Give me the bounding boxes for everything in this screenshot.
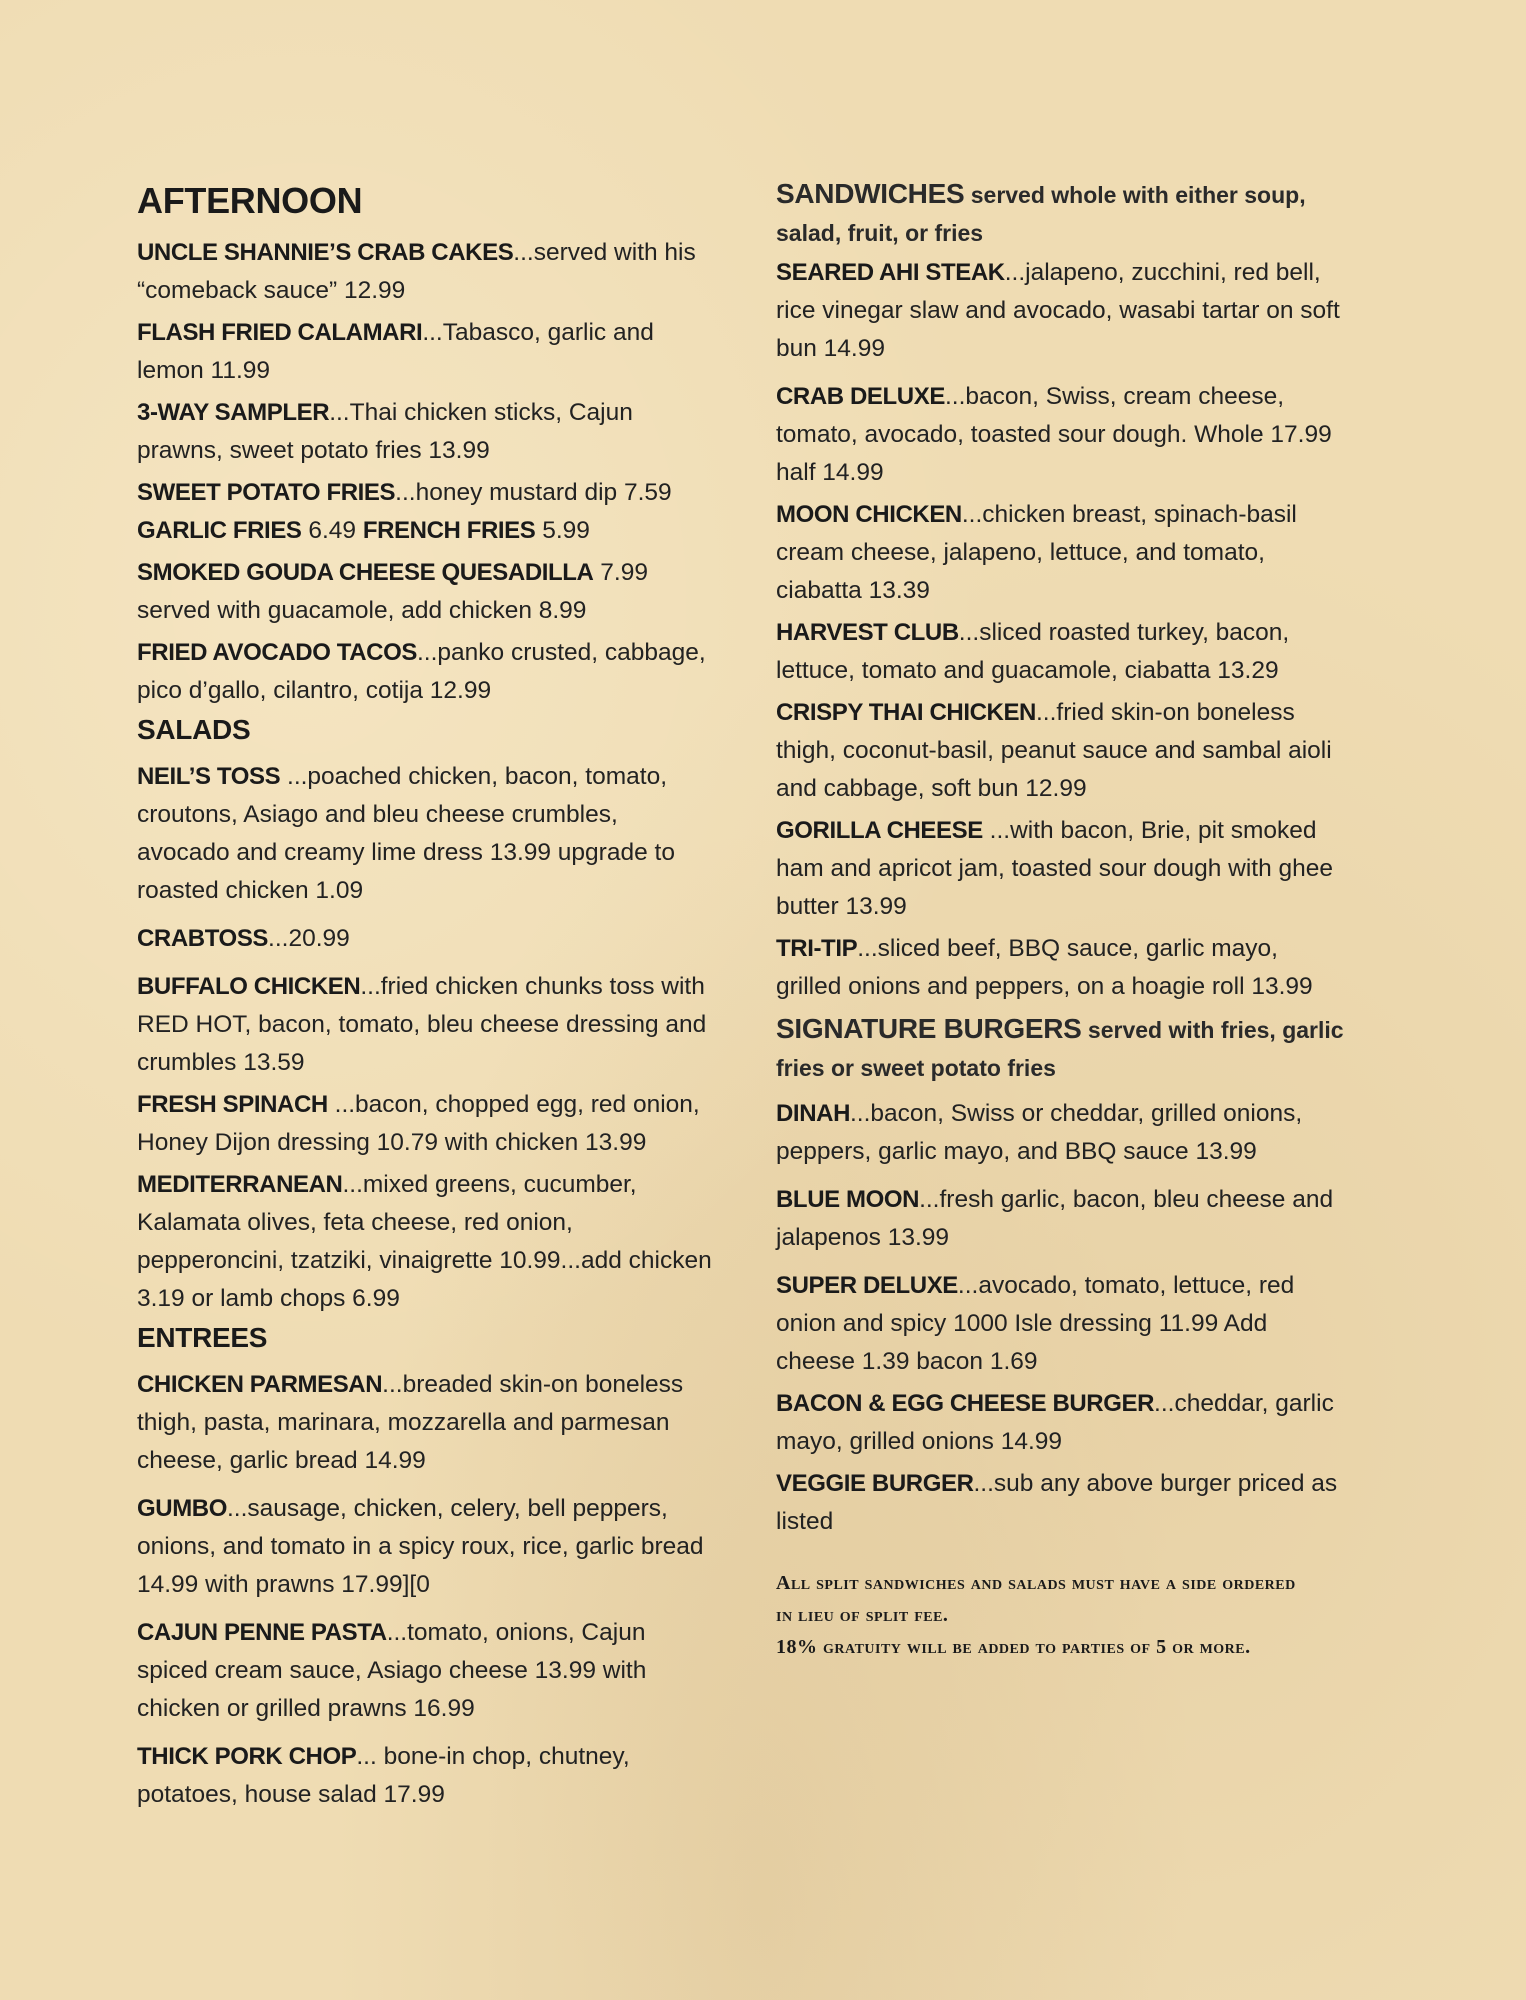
item-name: DINAH: [776, 1100, 850, 1127]
item-description: ... bone-in chop, chutney, potatoes, house salad 17.99: [137, 1743, 630, 1808]
item-name: MEDITERRANEAN: [137, 1171, 343, 1198]
left-column: [137, 180, 717, 1818]
item-description: ...panko crusted, cabbage, pico d’gallo, cilantro, cotija 12.99: [137, 639, 706, 704]
menu-item: [137, 314, 717, 390]
right-column: [776, 175, 1346, 1663]
item-description: ...sliced roasted turkey, bacon, lettuce, tomato and guacamole, ciabatta 13.29: [776, 619, 1290, 684]
menu-item: [776, 1095, 1346, 1171]
menu-item: [137, 1614, 717, 1728]
item-description: ...fried chicken chunks toss with RED HOT, bacon, tomato, bleu cheese dressing and crumbles 13.59: [137, 973, 707, 1076]
item-name: UNCLE SHANNIE’S CRAB CAKES: [137, 239, 514, 266]
item-description: ...jalapeno, zucchini, red bell, rice vinegar slaw and avocado, wasabi tartar on soft bun 14.99: [776, 259, 1340, 362]
item-description: ...served with his “comeback sauce” 12.99: [137, 239, 696, 304]
menu-item: [776, 378, 1346, 492]
item-name: FRIED AVOCADO TACOS: [137, 639, 417, 666]
item-description: ...avocado, tomato, lettuce, red onion and spicy 1000 Isle dressing 11.99 Add cheese 1.39 bacon 1.69: [776, 1272, 1295, 1375]
item-description: ...Tabasco, garlic and lemon 11.99: [137, 319, 654, 384]
menu-item: [776, 254, 1346, 368]
sandwiches-heading: [776, 175, 1346, 252]
item-name: FRENCH FRIES: [362, 517, 536, 544]
item-description: ...honey mustard dip 7.59: [395, 479, 672, 506]
item-description: ...fresh garlic, bacon, bleu cheese and jalapenos 13.99: [776, 1186, 1334, 1251]
menu-item: [137, 968, 717, 1082]
menu-item: [776, 694, 1346, 808]
menu-item: [137, 1166, 717, 1318]
item-name: BACON & EGG CHEESE BURGER: [776, 1390, 1155, 1417]
item-description: ...fried skin-on boneless thigh, coconut-basil, peanut sauce and sambal aioli and cabbage, soft bun 12.99: [776, 699, 1332, 802]
item-description: ...Thai chicken sticks, Cajun prawns, sweet potato fries 13.99: [137, 399, 633, 464]
menu-item: [776, 930, 1346, 1006]
section-title: SANDWICHES: [776, 178, 965, 209]
item-name: VEGGIE BURGER: [776, 1470, 974, 1497]
item-name: FLASH FRIED CALAMARI: [137, 319, 423, 346]
section-subtitle: served with fries, garlic fries or sweet potato fries: [776, 1017, 1344, 1081]
item-description: ...20.99: [268, 925, 350, 952]
item-description: ...sliced beef, BBQ sauce, garlic mayo, grilled onions and peppers, on a hoagie roll 13.99: [776, 935, 1313, 1000]
item-name: SUPER DELUXE: [776, 1272, 958, 1299]
item-description: ...sub any above burger priced as listed: [776, 1470, 1338, 1535]
item-description: ...poached chicken, bacon, tomato, croutons, Asiago and bleu cheese crumbles, avocado and creamy lime dress 13.99 upgrade to roasted chicken 1.09: [137, 763, 675, 904]
menu-item: [137, 1366, 717, 1480]
item-name: CAJUN PENNE PASTA: [137, 1619, 387, 1646]
entrees-heading: ENTREES: [137, 1322, 268, 1353]
item-description: 6.49: [301, 517, 363, 544]
menu-item: [137, 920, 717, 958]
item-name: CHICKEN PARMESAN: [137, 1371, 383, 1398]
item-name: GUMBO: [137, 1495, 227, 1522]
menu-item: [137, 1738, 717, 1814]
item-name: MOON CHICKEN: [776, 501, 962, 528]
menu-item: [776, 614, 1346, 690]
item-description: ...sausage, chicken, celery, bell peppers, onions, and tomato in a spicy roux, rice, garlic bread 14.99 with prawns 17.99][0: [137, 1495, 704, 1598]
section-title: SIGNATURE BURGERS: [776, 1013, 1082, 1044]
menu-item: [137, 1086, 717, 1162]
item-name: NEIL’S TOSS: [137, 763, 281, 790]
item-description: ...mixed greens, cucumber, Kalamata olives, feta cheese, red onion, pepperoncini, tzatziki, vinaigrette 10.99...add chicken 3.19 or lamb chops 6.99: [137, 1171, 712, 1312]
item-name: GARLIC FRIES: [137, 517, 302, 544]
menu-item: [776, 1267, 1346, 1381]
item-name: HARVEST CLUB: [776, 619, 959, 646]
menu-notes: [776, 1567, 1316, 1663]
item-description: ...cheddar, garlic mayo, grilled onions 14.99: [776, 1390, 1334, 1455]
menu-item: [137, 634, 717, 710]
item-name: CRISPY THAI CHICKEN: [776, 699, 1036, 726]
afternoon-heading: AFTERNOON: [137, 180, 363, 221]
gratuity-note: 18% gratuity will be added to parties of 5 or more.: [776, 1636, 1251, 1658]
menu-item: [776, 1385, 1346, 1461]
item-description: ...bacon, chopped egg, red onion, Honey Dijon dressing 10.79 with chicken 13.99: [137, 1091, 700, 1156]
menu-item: [137, 234, 717, 310]
item-name: SWEET POTATO FRIES: [137, 479, 396, 506]
menu-item: [137, 474, 717, 550]
item-name: SEARED AHI STEAK: [776, 259, 1005, 286]
item-name: TRI-TIP: [776, 935, 858, 962]
item-description: 5.99: [535, 517, 590, 544]
item-description: ...bacon, Swiss or cheddar, grilled onions, peppers, garlic mayo, and BBQ sauce 13.99: [776, 1100, 1303, 1165]
menu-item: [776, 1465, 1346, 1541]
item-description: ...tomato, onions, Cajun spiced cream sauce, Asiago cheese 13.99 with chicken or grilled prawns 16.99: [137, 1619, 647, 1722]
menu-item: [776, 812, 1346, 926]
item-description: 7.99 served with guacamole, add chicken 8.99: [137, 559, 648, 624]
item-description: ...breaded skin-on boneless thigh, pasta, marinara, mozzarella and parmesan cheese, garlic bread 14.99: [137, 1371, 684, 1474]
item-description: ...with bacon, Brie, pit smoked ham and apricot jam, toasted sour dough with ghee butter 13.99: [776, 817, 1334, 920]
salads-heading: SALADS: [137, 714, 251, 745]
section-subtitle: served whole with either soup, salad, fruit, or fries: [776, 182, 1306, 246]
burgers-heading: [776, 1010, 1346, 1087]
menu-item: [137, 554, 717, 630]
item-name: GORILLA CHEESE: [776, 817, 983, 844]
item-description: ...bacon, Swiss, cream cheese, tomato, avocado, toasted sour dough. Whole 17.99 half 14.99: [776, 383, 1332, 486]
item-name: CRABTOSS: [137, 925, 269, 952]
item-description: ...chicken breast, spinach-basil cream cheese, jalapeno, lettuce, and tomato, ciabatta 13.39: [776, 501, 1297, 604]
item-name: SMOKED GOUDA CHEESE QUESADILLA: [137, 559, 594, 586]
item-name: 3-WAY SAMPLER: [137, 399, 330, 426]
item-name: FRESH SPINACH: [137, 1091, 328, 1118]
item-name: CRAB DELUXE: [776, 383, 945, 410]
menu-item: [137, 758, 717, 910]
menu-item: [137, 1490, 717, 1604]
item-name: BLUE MOON: [776, 1186, 920, 1213]
menu-item: [776, 1181, 1346, 1257]
item-name: BUFFALO CHICKEN: [137, 973, 361, 1000]
item-name: THICK PORK CHOP: [137, 1743, 357, 1770]
menu-item: [776, 496, 1346, 610]
split-fee-note: All split sandwiches and salads must have a side ordered in lieu of split fee.: [776, 1572, 1296, 1626]
menu-item: [137, 394, 717, 470]
